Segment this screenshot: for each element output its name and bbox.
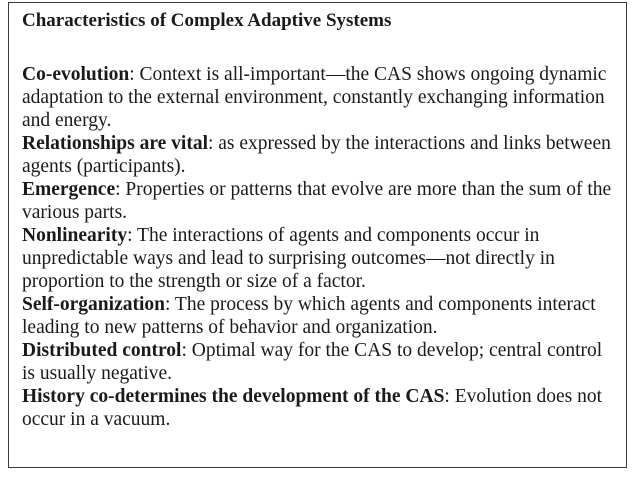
description-emergence: : Properties or patterns that evolve are more than the sum of the various parts.: [22, 179, 612, 223]
list-item-distributed-control: [22, 339, 618, 385]
list-item-co-evolution: [22, 63, 618, 132]
document-title: Characteristics of Complex Adaptive Systems: [22, 10, 392, 31]
term-relationships: Relationships are vital: [22, 133, 208, 154]
term-nonlinearity: Nonlinearity: [22, 225, 128, 246]
document-frame: [8, 2, 627, 468]
description-co-evolution: : Context is all-important—the CAS shows ongoing dynamic adaptation to the external environment, constantly exchanging information and energy.: [22, 64, 607, 131]
list-item-self-organization: [22, 293, 618, 339]
description-relationships: : as expressed by the interactions and links between agents (participants).: [22, 133, 611, 177]
characteristics-list: [22, 63, 618, 431]
term-distributed-control: Distributed control: [22, 340, 182, 361]
term-co-evolution: Co-evolution: [22, 64, 130, 85]
description-nonlinearity: : The interactions of agents and components occur in unpredictable ways and lead to surprising outcomes—not directly in proportion to the strength or size of a factor.: [22, 225, 555, 292]
term-self-organization: Self-organization: [22, 294, 165, 315]
term-history: History co-determines the development of the CAS: [22, 386, 445, 407]
description-self-organization: : The process by which agents and components interact leading to new patterns of behavior and organization.: [22, 294, 596, 338]
list-item-emergence: [22, 178, 618, 224]
description-distributed-control: : Optimal way for the CAS to develop; central control is usually negative.: [22, 340, 603, 384]
list-item-history: [22, 385, 618, 431]
term-emergence: Emergence: [22, 179, 116, 200]
list-item-nonlinearity: [22, 224, 618, 293]
list-item-relationships: [22, 132, 618, 178]
description-history: : Evolution does not occur in a vacuum.: [22, 386, 603, 430]
